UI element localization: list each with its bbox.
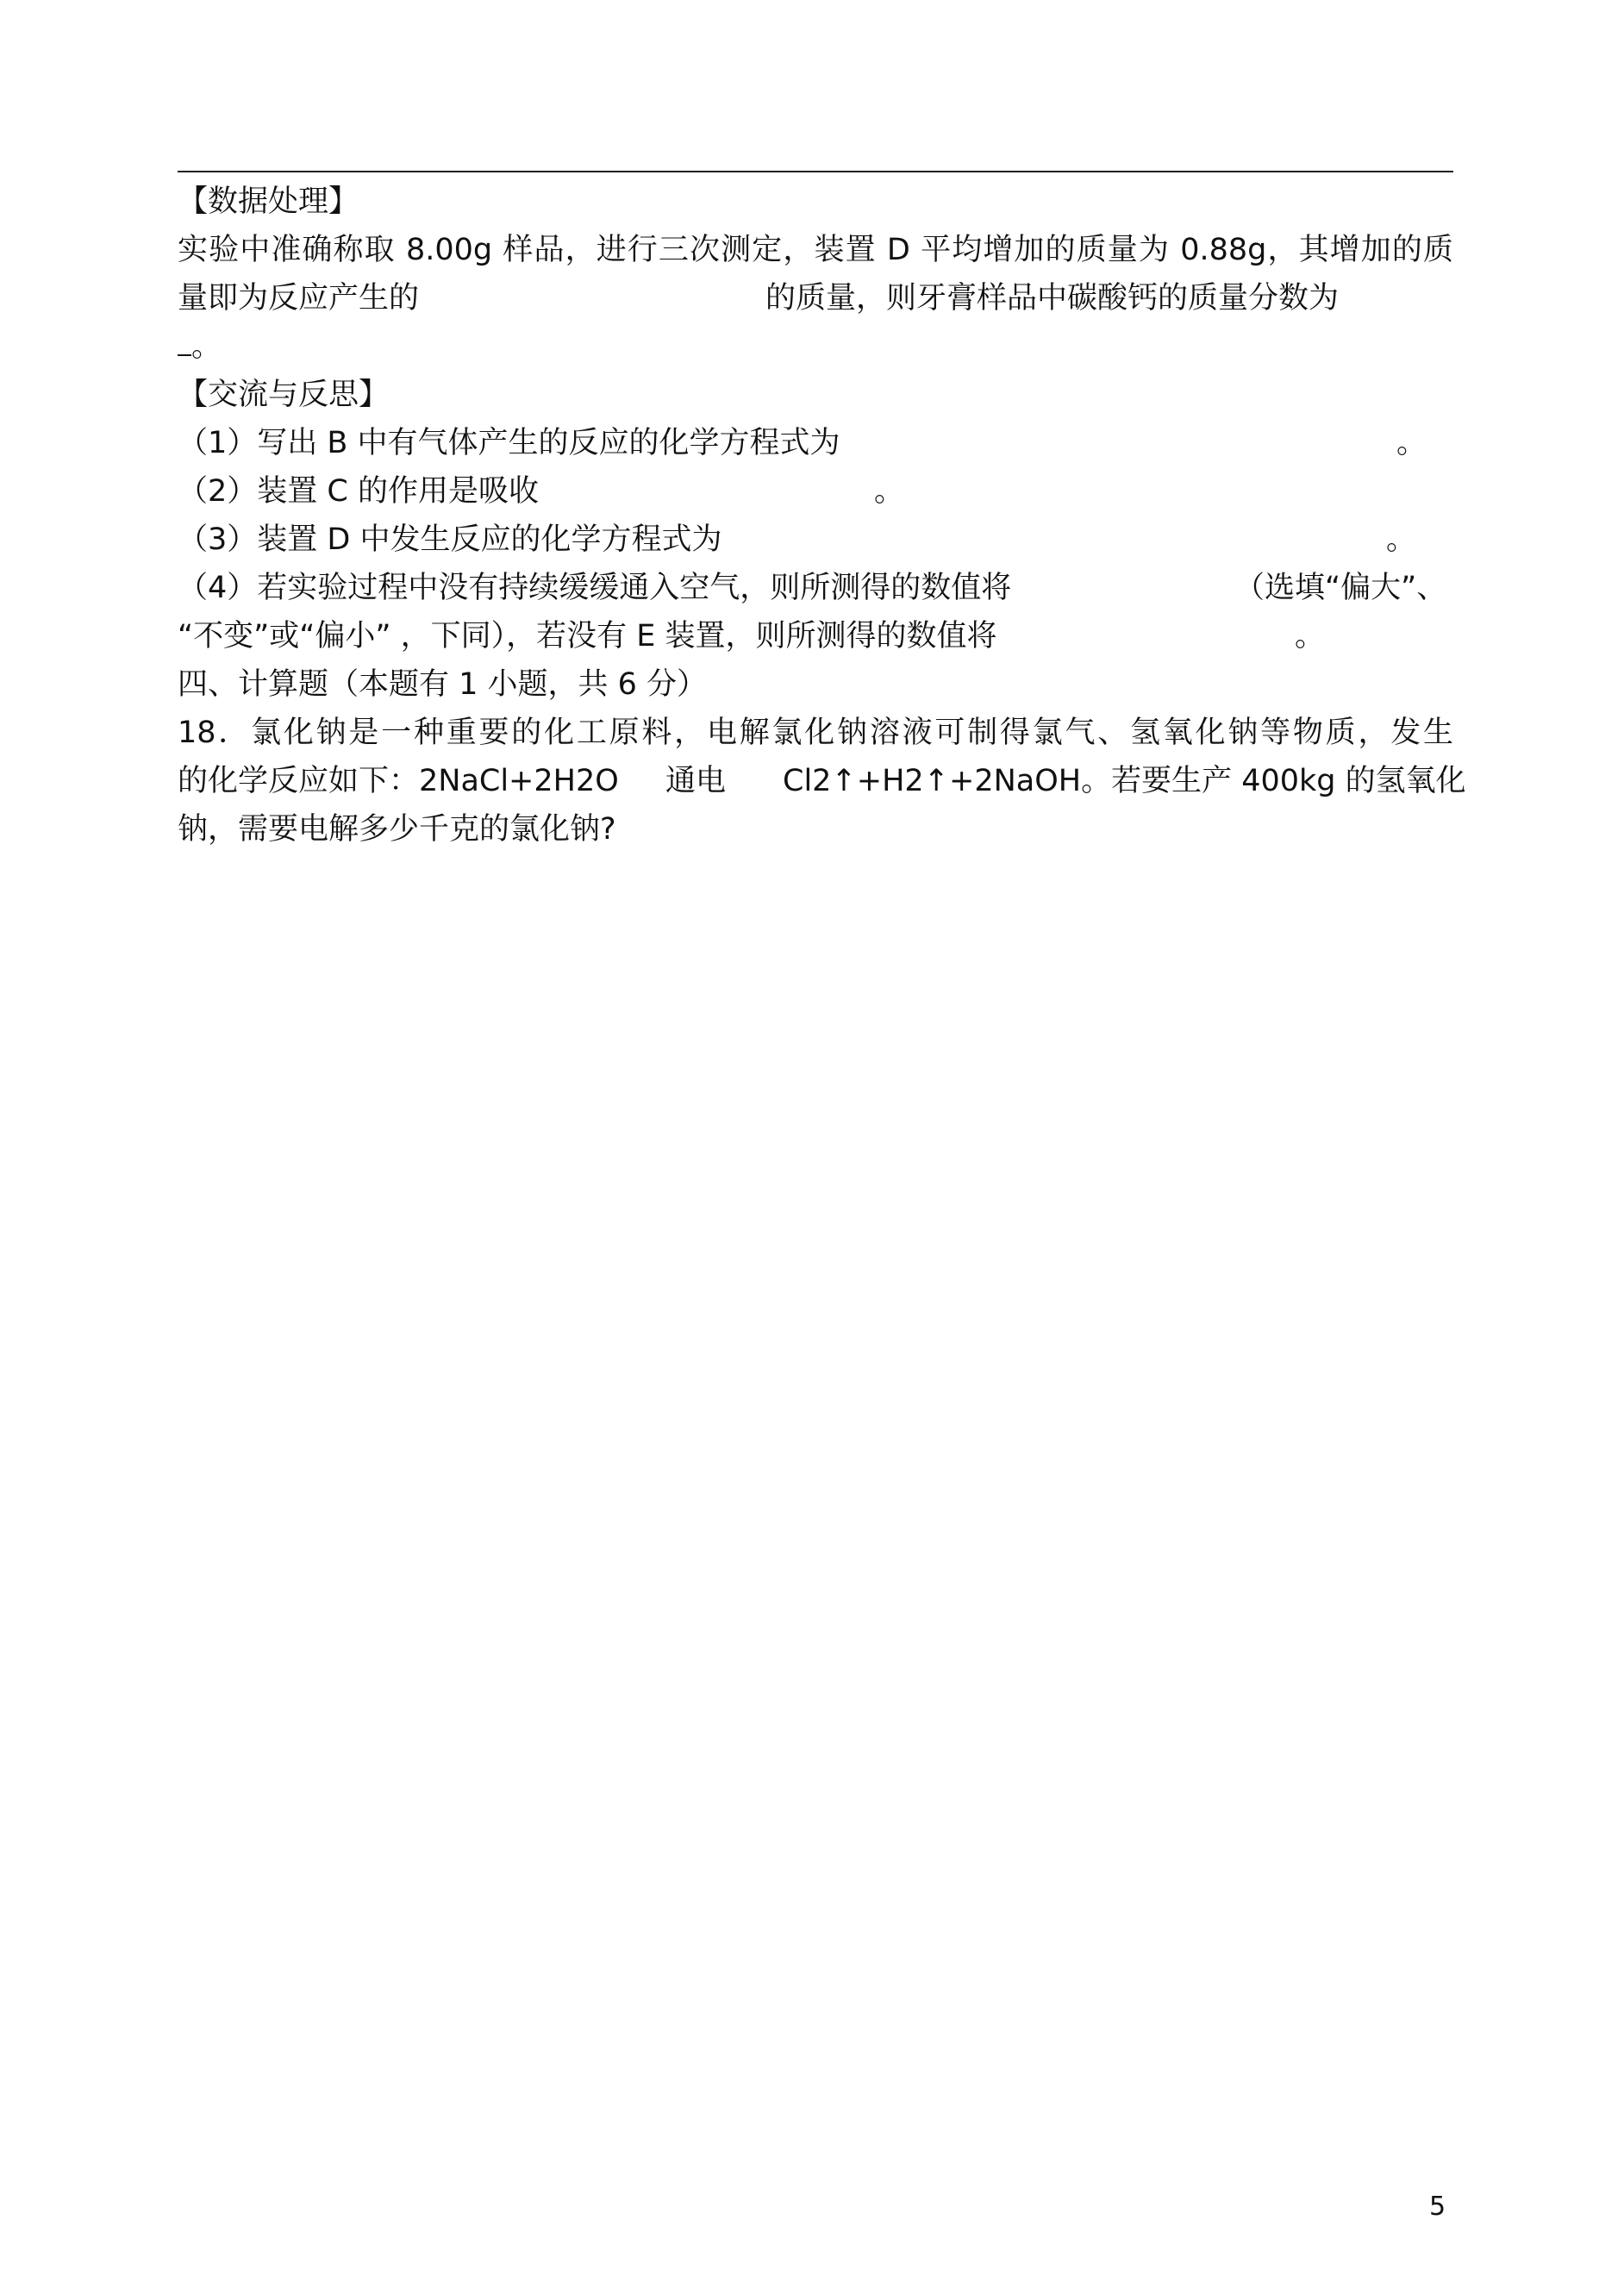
question-18-equation-products: Cl2↑+H2↑+2NaOH。若要生产 400kg 的氢氧化: [783, 764, 1466, 798]
question-4-line-2: [178, 612, 1453, 660]
data-processing-line-2-prefix: 量即为反应产生的: [178, 281, 420, 316]
question-4-line-1-options: （选填“偏大”、: [1234, 571, 1447, 605]
page-number: 5: [1429, 2192, 1446, 2222]
question-18-equation-reactants: 的化学反应如下：2NaCl+2H2O: [178, 764, 619, 798]
question-3-end: 。: [1386, 522, 1417, 557]
question-4-line-1: [178, 564, 1453, 612]
question-1-text: （1）写出 B 中有气体产生的反应的化学方程式为: [178, 426, 840, 460]
page-content: [178, 178, 1466, 854]
data-processing-heading: 【数据处理】: [178, 184, 359, 219]
question-2-text: （2）装置 C 的作用是吸收: [178, 474, 539, 509]
answer-blank: [178, 328, 191, 356]
reflection-heading: 【交流与反思】: [178, 378, 390, 412]
question-18-line-1: 18．氯化钠是一种重要的化工原料，电解氯化钠溶液可制得氯气、氢氧化钠等物质，发生: [178, 716, 1453, 750]
question-3: [178, 516, 1453, 564]
data-processing-line-2: [178, 274, 1453, 322]
data-processing-line-3-end: 。: [191, 329, 222, 364]
header-rule: [178, 171, 1453, 172]
question-2: [178, 467, 1453, 516]
question-1: [178, 419, 1453, 467]
question-1-end: 。: [1396, 426, 1427, 460]
data-processing-line-3: [178, 322, 1453, 371]
question-18-line-2: [178, 757, 1466, 805]
question-2-end: 。: [874, 474, 905, 509]
data-processing-line-2-suffix: 的质量，则牙膏样品中碳酸钙的质量分数为: [765, 281, 1340, 316]
calculation-heading: 四、计算题（本题有 1 小题，共 6 分）: [178, 667, 708, 702]
data-processing-line-1: 实验中准确称取 8.00g 样品，进行三次测定，装置 D 平均增加的质量为 0.88g，其增加的质: [178, 233, 1453, 267]
question-4-line-2-end: 。: [1295, 619, 1326, 653]
question-18-line-3: 钠，需要电解多少千克的氯化钠?: [178, 812, 616, 847]
question-18-equation-condition: 通电: [665, 764, 727, 798]
question-4-line-2-text: “不变”或“偏小” ，下同），若没有 E 装置，则所测得的数值将: [178, 619, 997, 653]
question-3-text: （3）装置 D 中发生反应的化学方程式为: [178, 522, 722, 557]
question-4-line-1-text: （4）若实验过程中没有持续缓缓通入空气，则所测得的数值将: [178, 571, 1012, 605]
